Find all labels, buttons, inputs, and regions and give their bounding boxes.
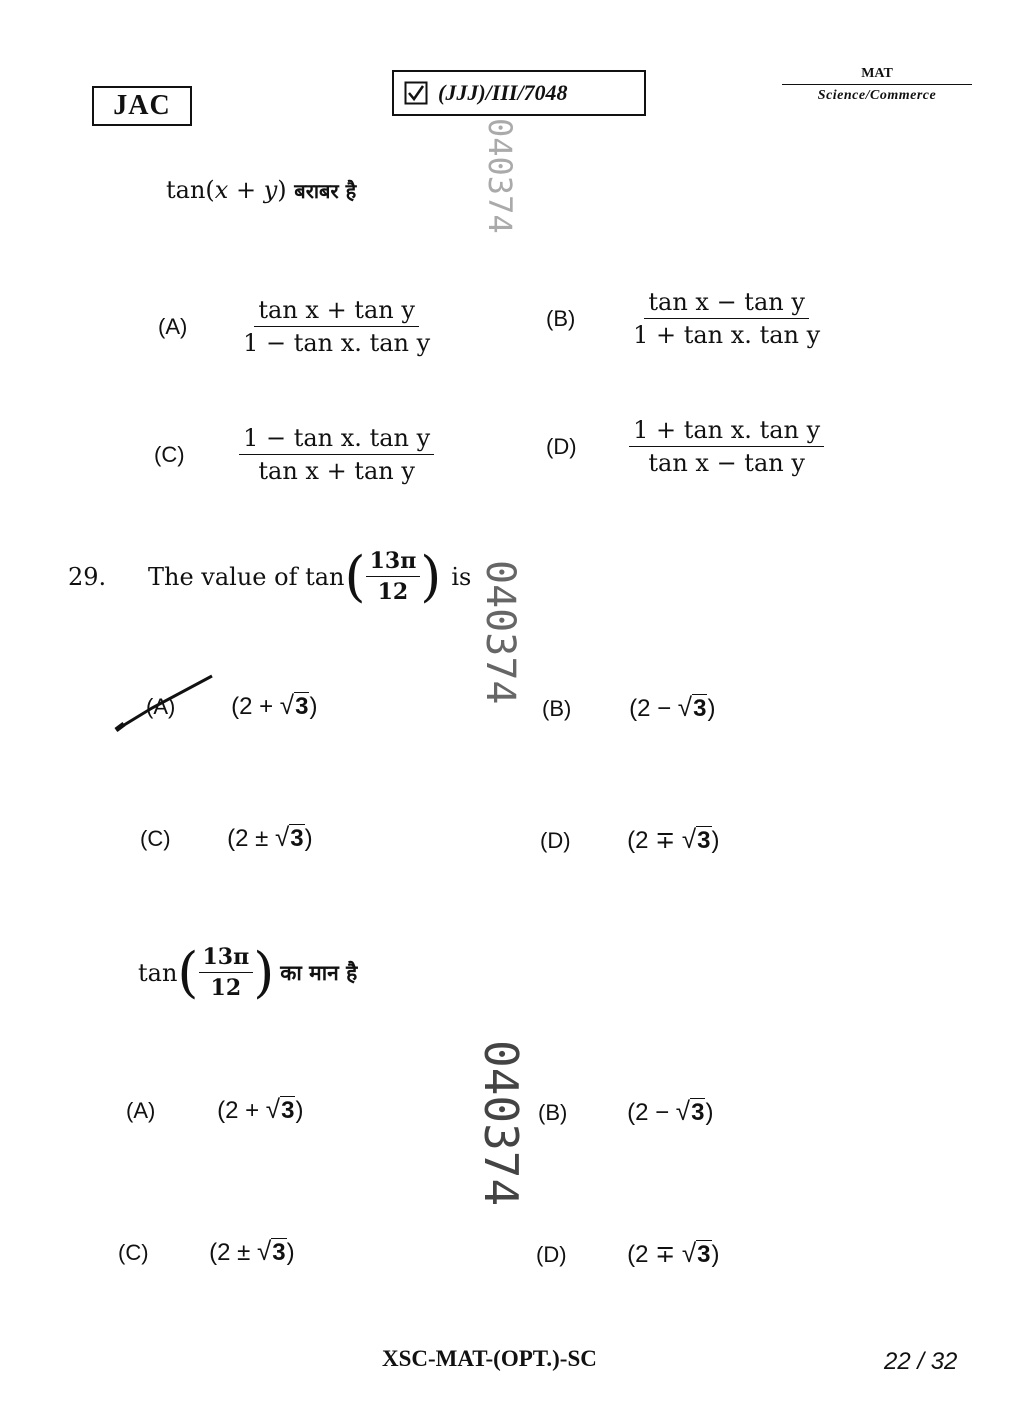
value-part: ) [707,695,716,722]
value-part: ) [304,825,313,852]
question-text: The value of tan [148,562,345,591]
option-value [217,1094,304,1124]
sqrt [676,1096,706,1127]
value-part: (2 + [231,693,280,720]
option-value [629,692,716,722]
sqrt [682,1238,712,1269]
value-part: ) [286,1239,295,1266]
expr-part: y [263,176,278,204]
option-value [627,1096,714,1126]
page-number: 22 / 32 [884,1348,958,1375]
sqrt-arg: 3 [691,1099,705,1126]
paper-code: (JJJ)/III/7048 [438,80,568,105]
fraction-numerator: 13π [366,548,421,577]
sqrt-icon: √ [681,824,697,854]
question-number: 29. [68,562,107,591]
fraction-denominator: 1 + tan x. tan y [633,321,821,349]
option-label: (D) [546,433,577,459]
sqrt [275,822,305,853]
sqrt [678,692,708,723]
checkbox-checked-icon [404,81,428,105]
expr-part: + [228,176,264,204]
option-label: (C) [118,1240,149,1265]
option-a[interactable] [126,1094,303,1125]
sqrt-icon: √ [279,690,295,720]
question-29-hindi-stem [138,940,358,1004]
question-fraction [199,944,254,1001]
fraction-numerator: 1 − tan x. tan y [239,424,434,455]
option-fraction [629,416,824,477]
expr-part: ) [277,176,287,204]
option-label: (A) [158,313,188,339]
sqrt [257,1236,287,1267]
sqrt [266,1094,296,1125]
option-a[interactable] [158,296,434,357]
value-part: ) [705,1099,714,1126]
value-part: (2 ∓ [627,827,682,854]
fraction-denominator: tan x + tan y [258,457,415,485]
option-fraction [239,296,434,357]
option-b[interactable] [542,692,715,723]
sqrt-icon: √ [256,1236,272,1266]
question-fraction [366,548,421,605]
option-label: (B) [546,305,576,331]
paren-close-icon: ) [253,940,275,1004]
board-name: JAC [113,90,171,121]
paren-close-icon: ) [420,544,442,608]
sqrt-icon: √ [274,822,290,852]
option-fraction [629,288,824,349]
question-29-stem [68,544,472,608]
option-label: (D) [536,1242,567,1267]
expr-part: x [214,176,229,204]
sqrt-icon: √ [265,1094,281,1124]
sqrt-icon: √ [675,1096,691,1126]
value-part: ) [711,1241,720,1268]
subject-title: MAT [782,66,972,85]
paren-open-icon: ( [344,544,366,608]
sqrt [682,824,712,855]
option-fraction [239,424,434,485]
value-part: (2 ± [209,1239,257,1266]
option-c[interactable] [118,1236,295,1267]
sqrt-arg: 3 [697,827,711,854]
option-label: (B) [538,1100,568,1125]
fraction-denominator: 12 [377,579,409,605]
question-28-hindi-stem [166,176,356,204]
subject-stream: Science/Commerce [817,88,937,103]
subject-block [782,64,972,104]
value-part: (2 ± [227,825,275,852]
option-value [627,1238,720,1268]
fraction-denominator: 1 − tan x. tan y [243,329,431,357]
sqrt-arg: 3 [295,693,309,720]
fraction-numerator: tan x − tan y [644,288,809,319]
fraction-denominator: tan x − tan y [648,449,805,477]
option-value [209,1236,295,1266]
option-a[interactable] [146,690,317,721]
option-label: (B) [542,696,572,721]
hindi-text: बराबर है [294,179,357,203]
sqrt-arg: 3 [693,695,707,722]
serial-stamp: 040374 [481,118,519,234]
value-part: (2 − [629,695,678,722]
fraction-numerator: tan x + tan y [254,296,419,327]
hindi-text: का मान है [280,960,358,985]
option-value [231,690,318,720]
sqrt-icon: √ [681,1238,697,1268]
value-part: ) [295,1097,304,1124]
sqrt-arg: 3 [272,1239,286,1266]
sqrt-arg: 3 [281,1097,295,1124]
option-d[interactable] [536,1238,720,1269]
option-value [227,822,313,852]
option-label: (D) [540,828,571,853]
value-part: ) [711,827,720,854]
footer-paper-code: XSC-MAT-(OPT.)-SC [382,1346,597,1371]
value-part: (2 − [627,1099,676,1126]
value-part: (2 + [217,1097,266,1124]
fraction-numerator: 1 + tan x. tan y [629,416,824,447]
sqrt-arg: 3 [290,825,304,852]
expr-part: tan( [166,176,215,204]
option-b[interactable] [538,1096,713,1127]
option-c[interactable] [154,424,434,485]
paren-open-icon: ( [177,940,199,1004]
value-part: ) [309,693,318,720]
serial-stamp: 040374 [474,1040,528,1207]
option-label: (A) [146,694,176,719]
option-value [627,824,720,854]
option-d[interactable] [540,824,720,855]
option-label: (A) [126,1098,156,1123]
sqrt [280,690,310,721]
question-text: is [451,562,472,591]
value-part: (2 ∓ [627,1241,682,1268]
option-label: (C) [154,441,185,467]
option-d[interactable] [546,416,824,477]
option-c[interactable] [140,822,313,853]
option-label: (C) [140,826,171,851]
sqrt-arg: 3 [697,1241,711,1268]
option-b[interactable] [546,288,824,349]
board-logo-box [92,86,192,126]
question-text: tan [138,958,178,987]
fraction-numerator: 13π [199,944,254,973]
serial-stamp: 040374 [477,560,523,705]
fraction-denominator: 12 [210,975,242,1001]
paper-code-box [392,70,646,116]
sqrt-icon: √ [677,692,693,722]
